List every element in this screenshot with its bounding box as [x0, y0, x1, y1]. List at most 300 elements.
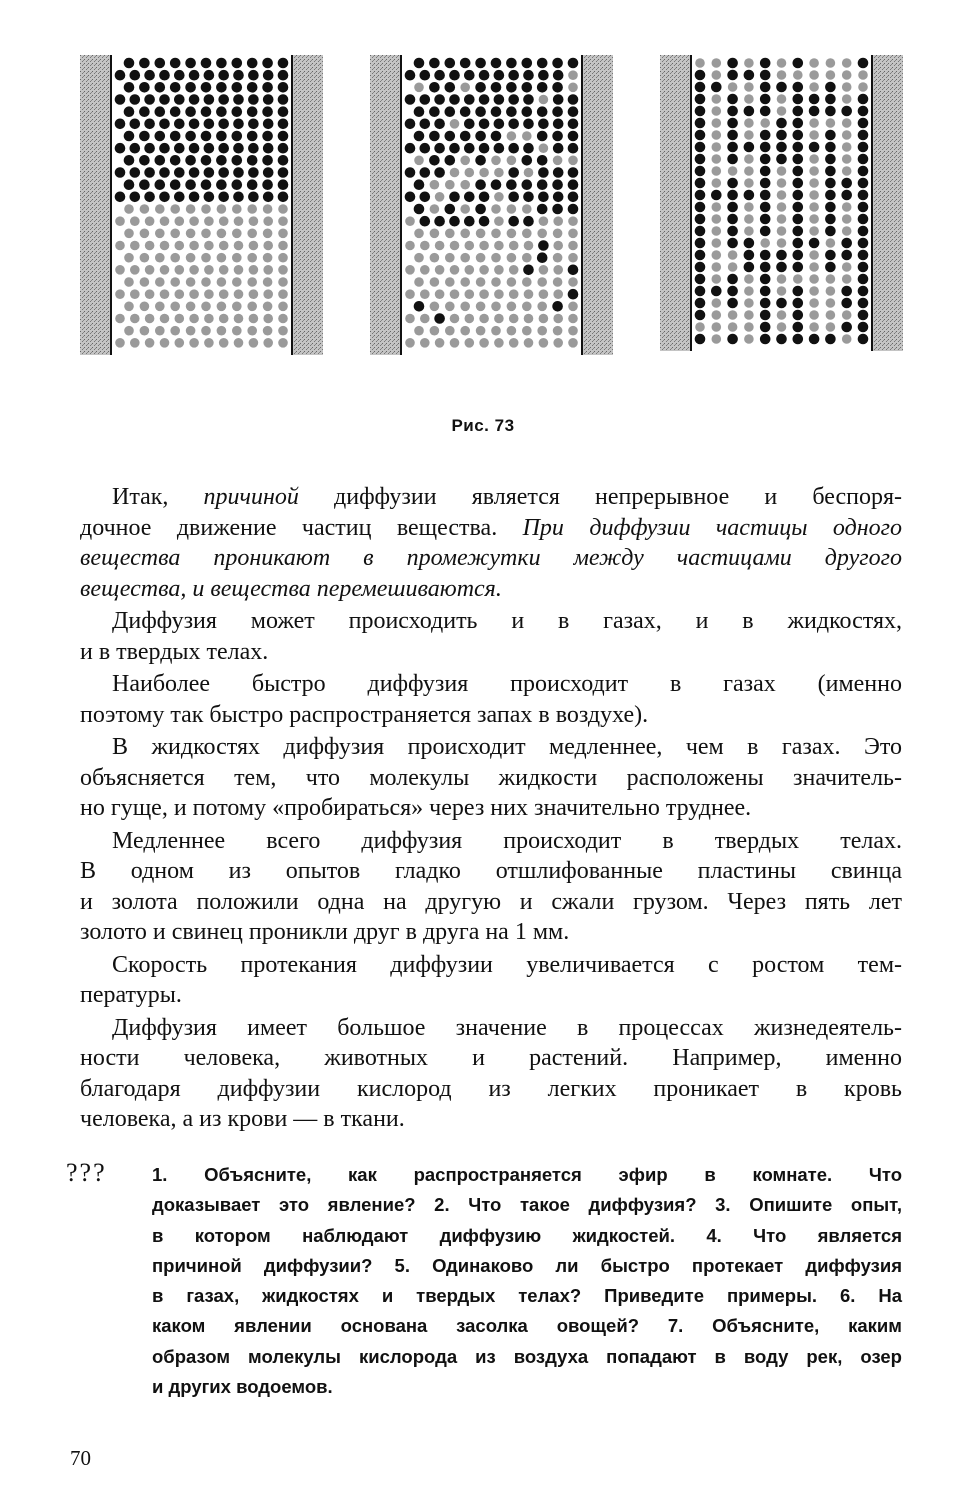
particle-light [539, 265, 549, 275]
particle-light [479, 314, 489, 324]
particle-light [507, 156, 517, 166]
particle-light [744, 286, 754, 296]
particle-light [744, 154, 754, 164]
particle-dark [248, 167, 259, 178]
particle-light [777, 106, 787, 116]
particle-dark [445, 155, 456, 166]
particle-light [712, 214, 722, 224]
particle-light [842, 94, 852, 104]
particle-light [539, 289, 549, 299]
particle-dark [124, 155, 135, 166]
particle-light [430, 180, 440, 190]
particle-dark [185, 179, 196, 190]
particle-light [124, 302, 134, 312]
particle-light [145, 216, 155, 226]
particle-dark [695, 154, 706, 165]
text-run: объясняется тем, что молекулы жидкости расположены значитель- [80, 764, 902, 791]
particle-dark [695, 238, 706, 249]
particle-dark [479, 119, 490, 130]
particle-light [568, 229, 578, 239]
particle-dark [523, 216, 534, 227]
particle-light [140, 277, 150, 287]
particle-light [160, 289, 170, 299]
particle-light [826, 298, 836, 308]
particle-dark [522, 155, 533, 166]
particle-light [204, 338, 214, 348]
particle-dark [420, 119, 431, 130]
particle-dark [809, 238, 820, 249]
particle-light [476, 253, 486, 263]
particle-dark [760, 262, 771, 273]
particle-light [160, 216, 170, 226]
particle-dark [159, 167, 170, 178]
particle-light [777, 202, 787, 212]
particle-dark [115, 192, 126, 203]
particle-light [494, 216, 504, 226]
particle-light [263, 204, 273, 214]
particle-dark [204, 143, 215, 154]
particle-light [263, 338, 273, 348]
particle-light [217, 277, 227, 287]
particle-dark [449, 94, 460, 105]
particle-light [522, 277, 532, 287]
body-text [80, 482, 902, 1137]
particle-light [420, 289, 430, 299]
paragraph [80, 1013, 902, 1135]
particle-dark [189, 167, 200, 178]
particle-light [744, 322, 754, 332]
particle-dark [124, 179, 135, 190]
particle-dark [793, 226, 804, 237]
particle-dark [506, 58, 517, 69]
particle-light [537, 302, 547, 312]
particle-dark [494, 70, 505, 81]
particle-dark [858, 154, 869, 165]
particle-light [450, 289, 460, 299]
particle-light [435, 265, 445, 275]
particle-light [435, 241, 445, 251]
particle-dark [201, 58, 212, 69]
particle-dark [776, 118, 787, 129]
particle-light [539, 216, 549, 226]
particle-light [249, 314, 259, 324]
particle-light [842, 226, 852, 236]
particle-dark [858, 286, 869, 297]
particle-dark [553, 167, 564, 178]
particle-dark [429, 58, 440, 69]
particle-dark [464, 216, 475, 227]
particle-light [826, 118, 836, 128]
particle-dark [744, 70, 755, 81]
particle-dark [523, 94, 534, 105]
particle-light [430, 229, 440, 239]
particle-dark [858, 106, 869, 117]
particle-light [278, 253, 288, 263]
particle-dark [695, 298, 706, 309]
particle-light [712, 166, 722, 176]
particle-dark [204, 167, 215, 178]
particle-dark [858, 250, 869, 261]
particle-light [247, 204, 257, 214]
particle-dark [858, 58, 869, 69]
particle-dark [793, 262, 804, 273]
particle-dark [711, 286, 722, 297]
particle-dark [793, 298, 804, 309]
particle-dark [479, 143, 490, 154]
particle-dark [552, 179, 563, 190]
particle-light [278, 338, 288, 348]
particle-light [155, 326, 165, 336]
particle-dark [464, 70, 475, 81]
particle-dark [479, 192, 490, 203]
particle-light [450, 265, 460, 275]
particle-dark [793, 334, 804, 345]
particle-light [219, 216, 229, 226]
particle-dark [537, 131, 548, 142]
particle-light [809, 130, 819, 140]
particle-dark [248, 70, 259, 81]
particle-dark [475, 155, 486, 166]
particle-light [744, 298, 754, 308]
particle-dark [568, 289, 579, 300]
particle-light [553, 277, 563, 287]
particle-dark [464, 143, 475, 154]
particle-dark [841, 322, 852, 333]
particle-light [217, 204, 227, 214]
particle-dark [858, 130, 869, 141]
particle-light [460, 156, 470, 166]
particle-light [140, 253, 150, 263]
particle-dark [144, 94, 155, 105]
particle-dark [858, 322, 869, 333]
particle-dark [159, 94, 170, 105]
particle-light [712, 154, 722, 164]
particle-light [115, 216, 125, 226]
particle-dark [491, 131, 502, 142]
particle-dark [155, 106, 166, 117]
particle-light [130, 265, 140, 275]
particle-dark [491, 58, 502, 69]
text-run: Диффузия имеет большое значение в процессах жизнедеятель- [112, 1014, 902, 1041]
particle-light [130, 338, 140, 348]
particle-dark [506, 82, 517, 93]
particle-dark [420, 143, 431, 154]
particle-dark [793, 286, 804, 297]
particle-dark [115, 167, 126, 178]
particle-dark [727, 70, 738, 81]
particle-light [115, 289, 125, 299]
particle-light [420, 314, 430, 324]
particle-light [189, 289, 199, 299]
text-line [80, 543, 902, 574]
particle-dark [858, 190, 869, 201]
text-line [80, 513, 902, 544]
particle-dark [174, 143, 185, 154]
particle-dark [695, 226, 706, 237]
particle-light [465, 338, 475, 348]
particle-light [414, 253, 424, 263]
italic-text: причиной [203, 484, 299, 510]
particle-light [278, 216, 288, 226]
particle-dark [858, 142, 869, 153]
particle-dark [793, 118, 804, 129]
particle-dark [858, 178, 869, 189]
particle-light [728, 166, 738, 176]
particle-dark [695, 118, 706, 129]
particle-light [507, 229, 517, 239]
particle-light [809, 274, 819, 284]
particle-dark [793, 202, 804, 213]
particle-dark [216, 155, 227, 166]
particle-dark [695, 286, 706, 297]
particle-dark [262, 179, 273, 190]
particle-light [232, 253, 242, 263]
particle-light [568, 156, 578, 166]
particle-light [430, 204, 440, 214]
particle-dark [537, 179, 548, 190]
particle-light [445, 229, 455, 239]
particle-light [509, 314, 519, 324]
particle-light [809, 322, 819, 332]
particle-light [809, 190, 819, 200]
text-line [80, 980, 902, 1011]
particle-light [414, 277, 424, 287]
particle-dark [201, 155, 212, 166]
text-line [80, 887, 902, 918]
particle-light [537, 229, 547, 239]
particle-light [155, 229, 165, 239]
particle-dark [232, 131, 243, 142]
particle-light [460, 180, 470, 190]
particle-dark [475, 106, 486, 117]
particle-dark [434, 94, 445, 105]
particle-dark [475, 131, 486, 142]
question-line: и других водоемов. [152, 1376, 333, 1398]
particle-dark [568, 119, 579, 130]
particle-light [405, 216, 415, 226]
particle-light [539, 338, 549, 348]
particle-light [491, 229, 501, 239]
particle-light [204, 216, 214, 226]
particle-dark [858, 94, 869, 105]
left-wall [370, 55, 400, 355]
particle-light [278, 314, 288, 324]
text-run: В жидкостях диффузия происходит медленнее, чем в газах. Это [112, 734, 902, 760]
particle-dark [218, 70, 229, 81]
question-line: доказывает это явление? 2. Что такое диффузия? 3. Опишите опыт, [152, 1194, 902, 1216]
particle-dark [216, 179, 227, 190]
particle-light [809, 310, 819, 320]
particle-dark [159, 70, 170, 81]
particle-light [728, 250, 738, 260]
particle-dark [278, 82, 289, 93]
particle-dark [538, 192, 549, 203]
particle-light [507, 277, 517, 287]
particle-light [263, 241, 273, 251]
text-run: Скорость протекания диффузии увеличивается с ростом тем- [112, 951, 902, 978]
particle-dark [420, 94, 431, 105]
particle-light [479, 338, 489, 348]
particle-dark [506, 179, 517, 190]
particle-light [465, 314, 475, 324]
particle-light [219, 314, 229, 324]
particle-dark [449, 143, 460, 154]
particle-dark [189, 70, 200, 81]
particle-light [568, 314, 578, 324]
particle-dark [522, 58, 533, 69]
particle-light [712, 178, 722, 188]
particle-dark [793, 154, 804, 165]
figure-caption: Рис. 73 [451, 416, 515, 435]
particle-light [553, 253, 563, 263]
particle-light [115, 241, 125, 251]
particle-light [826, 274, 836, 284]
particle-dark [537, 106, 548, 117]
particle-light [405, 338, 415, 348]
particle-dark [825, 226, 836, 237]
particle-light [201, 302, 211, 312]
particle-light [568, 338, 578, 348]
particle-light [553, 314, 563, 324]
particle-light [201, 229, 211, 239]
particle-dark [695, 130, 706, 141]
particle-light [522, 204, 532, 214]
particle-dark [825, 166, 836, 177]
particle-light [234, 338, 244, 348]
particle-dark [841, 298, 852, 309]
particle-dark [185, 155, 196, 166]
particle-light [539, 143, 549, 153]
particle-light [568, 70, 578, 80]
particle-light [553, 289, 563, 299]
particle-light [155, 277, 165, 287]
text-run: но гуще, и потому «пробираться» через них значительно труднее. [80, 795, 752, 821]
particle-dark [841, 178, 852, 189]
particle-light [414, 326, 424, 336]
particle-light [507, 302, 517, 312]
particle-dark [760, 178, 771, 189]
text-run: пературы. [80, 982, 182, 1008]
text-run: благодаря диффузии кислород из легких проникает в кровь [80, 1075, 902, 1102]
particle-light [249, 338, 259, 348]
particle-dark [825, 178, 836, 189]
particle-light [777, 94, 787, 104]
particle-light [553, 229, 563, 239]
paragraph [80, 732, 902, 824]
particle-light [460, 229, 470, 239]
particle-dark [218, 143, 229, 154]
particle-dark [858, 334, 869, 345]
particle-light [186, 204, 196, 214]
particle-light [744, 214, 754, 224]
particle-dark [568, 94, 579, 105]
particle-light [809, 202, 819, 212]
text-line [80, 1013, 902, 1044]
particle-light [524, 338, 534, 348]
particle-light [491, 302, 501, 312]
particle-dark [262, 155, 273, 166]
particle-light [130, 241, 140, 251]
particle-light [201, 326, 211, 336]
particle-light [160, 241, 170, 251]
particle-light [777, 286, 787, 296]
particle-light [232, 326, 242, 336]
particle-light [728, 82, 738, 92]
particle-light [175, 265, 185, 275]
particle-light [494, 241, 504, 251]
particle-dark [115, 143, 126, 154]
particle-light [712, 250, 722, 260]
particle-light [476, 277, 486, 287]
particle-light [522, 253, 532, 263]
particle-dark [727, 334, 738, 345]
particle-light [155, 253, 165, 263]
particle-dark [170, 82, 181, 93]
particle-light [522, 131, 532, 141]
particle-dark [144, 70, 155, 81]
particle-dark [174, 192, 185, 203]
particle-light [494, 265, 504, 275]
particle-dark [568, 58, 579, 69]
particle-light [744, 226, 754, 236]
particle-dark [537, 82, 548, 93]
page-number: 70 [70, 1446, 91, 1470]
text-line [80, 793, 902, 824]
particle-light [826, 310, 836, 320]
particle-dark [568, 204, 579, 215]
particle-dark [760, 334, 771, 345]
figure-panel-separated [80, 55, 323, 355]
particle-dark [124, 58, 135, 69]
particle-light [728, 322, 738, 332]
particle-light [842, 214, 852, 224]
particle-dark [139, 106, 150, 117]
particle-light [509, 241, 519, 251]
particle-light [140, 204, 150, 214]
particle-light [155, 302, 165, 312]
particle-light [476, 302, 486, 312]
particle-light [145, 241, 155, 251]
particle-light [809, 70, 819, 80]
particle-light [249, 216, 259, 226]
particle-dark [491, 179, 502, 190]
particle-dark [825, 190, 836, 201]
particle-dark [475, 82, 486, 93]
particle-dark [793, 250, 804, 261]
particle-light [450, 119, 460, 129]
particle-dark [568, 167, 579, 178]
particle-light [263, 289, 273, 299]
particle-dark [508, 70, 519, 81]
particle-dark [278, 106, 289, 117]
particle-light [744, 334, 754, 344]
particle-light [809, 178, 819, 188]
particle-light [115, 314, 125, 324]
particle-dark [727, 274, 738, 285]
particle-dark [793, 322, 804, 333]
particle-dark [760, 94, 771, 105]
particle-light [491, 204, 501, 214]
particle-light [744, 202, 754, 212]
particle-light [809, 226, 819, 236]
particle-light [420, 241, 430, 251]
particle-dark [776, 130, 787, 141]
particle-light [842, 82, 852, 92]
particle-dark [858, 166, 869, 177]
particle-dark [711, 82, 722, 93]
particle-light [186, 253, 196, 263]
particle-dark [553, 94, 564, 105]
